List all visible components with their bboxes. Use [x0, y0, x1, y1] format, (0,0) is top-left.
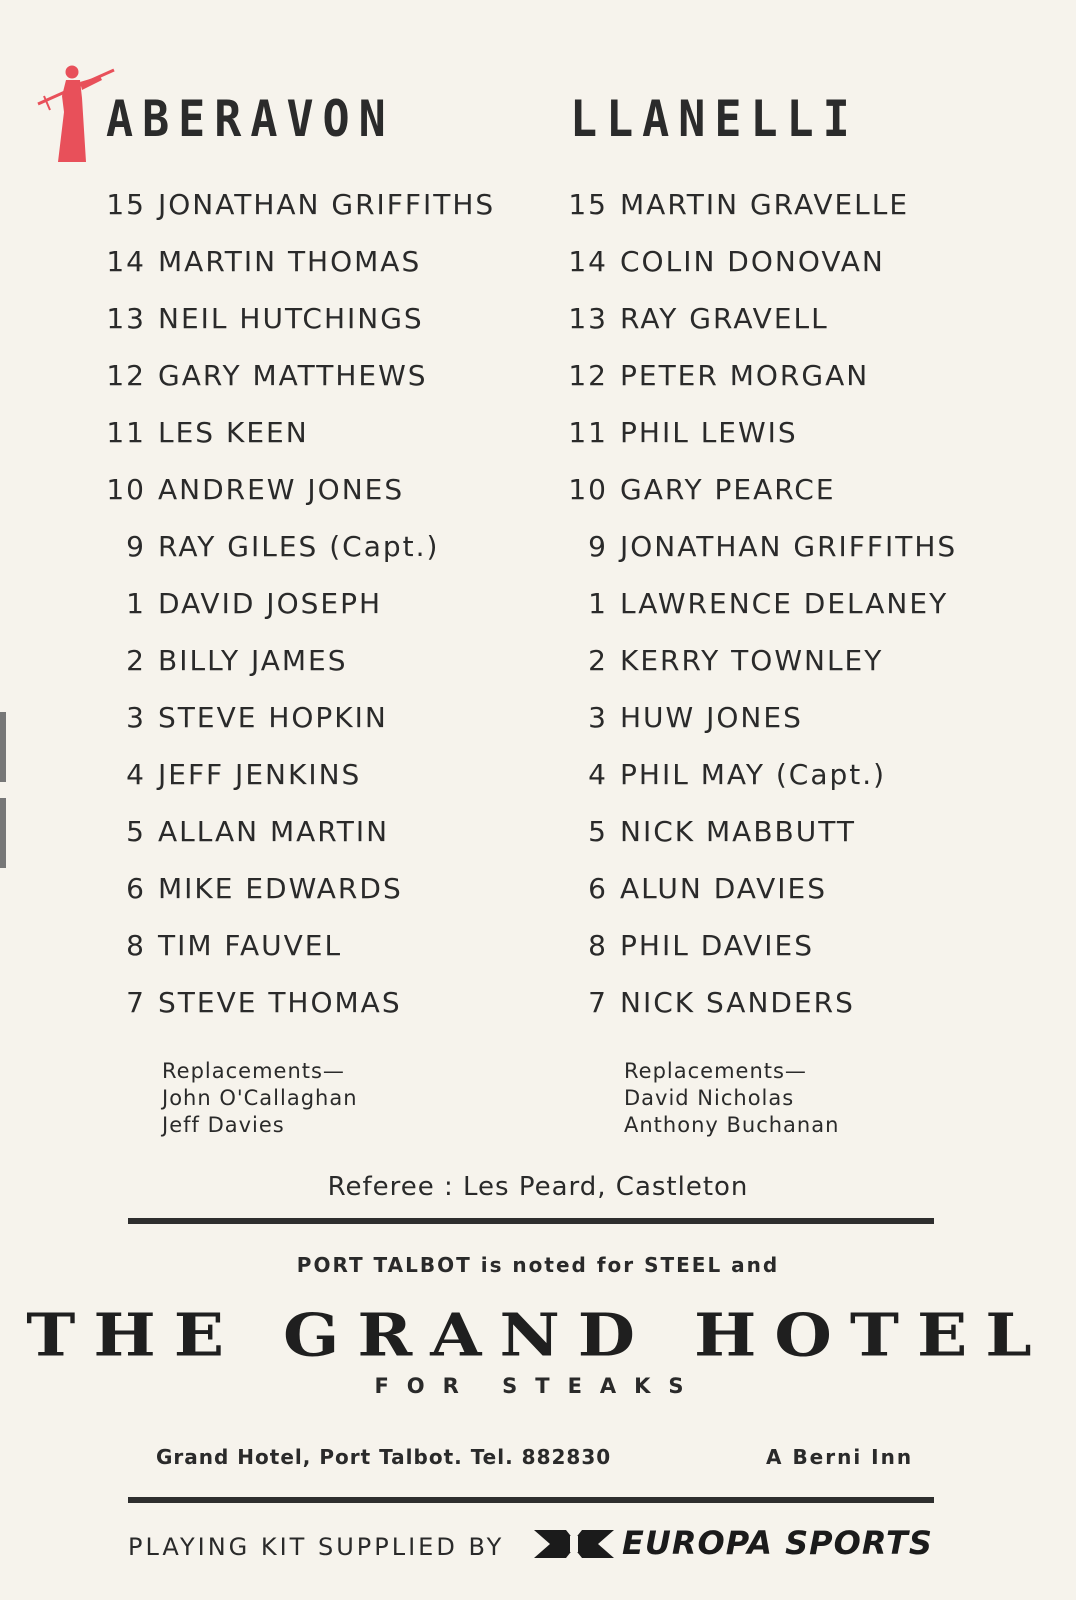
player-row — [566, 528, 957, 585]
player-row — [104, 870, 495, 927]
player-name: NEIL HUTCHINGS — [158, 302, 424, 335]
player-row — [104, 414, 495, 471]
player-number: 15 — [106, 188, 146, 221]
player-name: RAY GILES (Capt.) — [158, 530, 440, 563]
player-row — [104, 300, 495, 357]
player-number: 3 — [588, 701, 608, 734]
player-number: 7 — [126, 986, 146, 1019]
player-name: PHIL MAY (Capt.) — [620, 758, 887, 791]
europa-sports-logo-icon — [534, 1526, 614, 1562]
player-row — [104, 471, 495, 528]
player-name: HUW JONES — [620, 701, 803, 734]
advert-subline: FOR STEAKS — [374, 1374, 702, 1398]
player-name: LAWRENCE DELANEY — [620, 587, 949, 620]
player-name: TIM FAUVEL — [158, 929, 343, 962]
replacement-name: Anthony Buchanan — [624, 1113, 840, 1137]
player-number: 11 — [106, 416, 146, 449]
player-row — [104, 528, 495, 585]
player-row — [104, 984, 495, 1041]
away-team-title: LLANELLI — [570, 90, 859, 148]
referee-line: Referee : Les Peard, Castleton — [327, 1172, 749, 1202]
player-name: KERRY TOWNLEY — [620, 644, 884, 677]
player-number: 15 — [568, 188, 608, 221]
player-name: JONATHAN GRIFFITHS — [620, 530, 958, 563]
player-name: NICK MABBUTT — [620, 815, 856, 848]
player-name: DAVID JOSEPH — [158, 587, 383, 620]
player-number: 8 — [126, 929, 146, 962]
player-row — [566, 984, 957, 1041]
replacements-label: Replacements— — [624, 1059, 807, 1083]
staple-mark — [0, 712, 6, 782]
player-number: 4 — [126, 758, 146, 791]
staple-mark — [0, 798, 6, 868]
player-name: NICK SANDERS — [620, 986, 855, 1019]
player-row — [566, 471, 957, 528]
player-row — [104, 927, 495, 984]
hotel-name: THE GRAND HOTEL — [26, 1299, 1050, 1371]
player-name: GARY PEARCE — [620, 473, 836, 506]
player-number: 1 — [588, 587, 608, 620]
player-number: 10 — [568, 473, 608, 506]
player-number: 4 — [588, 758, 608, 791]
player-name: PETER MORGAN — [620, 359, 870, 392]
player-number: 9 — [588, 530, 608, 563]
player-number: 12 — [568, 359, 608, 392]
player-name: JONATHAN GRIFFITHS — [158, 188, 496, 221]
player-number: 10 — [106, 473, 146, 506]
player-name: MARTIN THOMAS — [158, 245, 422, 278]
player-number: 1 — [126, 587, 146, 620]
player-name: PHIL DAVIES — [620, 929, 815, 962]
player-row — [566, 699, 957, 756]
player-name: JEFF JENKINS — [158, 758, 362, 791]
player-row — [566, 870, 957, 927]
player-number: 13 — [106, 302, 146, 335]
advert-tagline: PORT TALBOT is noted for STEEL and — [296, 1253, 780, 1277]
player-row — [566, 756, 957, 813]
player-row — [566, 927, 957, 984]
player-row — [104, 585, 495, 642]
player-number: 2 — [126, 644, 146, 677]
player-name: COLIN DONOVAN — [620, 245, 885, 278]
player-row — [104, 243, 495, 300]
player-number: 6 — [588, 872, 608, 905]
player-row — [104, 186, 495, 243]
hotel-address: Grand Hotel, Port Talbot. Tel. 882830 — [156, 1445, 612, 1469]
player-number: 5 — [588, 815, 608, 848]
player-name: BILLY JAMES — [158, 644, 348, 677]
player-name: LES KEEN — [158, 416, 309, 449]
player-number: 14 — [568, 245, 608, 278]
player-name: ALUN DAVIES — [620, 872, 828, 905]
divider — [128, 1497, 934, 1503]
away-replacements — [624, 1058, 839, 1139]
player-row — [566, 243, 957, 300]
player-row — [566, 186, 957, 243]
player-name: STEVE HOPKIN — [158, 701, 388, 734]
berni-inn-label: A Berni Inn — [766, 1445, 914, 1469]
player-number: 11 — [568, 416, 608, 449]
player-row — [566, 357, 957, 414]
player-row — [104, 357, 495, 414]
player-row — [566, 300, 957, 357]
player-row — [104, 699, 495, 756]
replacement-name: David Nicholas — [624, 1086, 795, 1110]
home-team-title: ABERAVON — [106, 90, 395, 148]
player-number: 5 — [126, 815, 146, 848]
player-name: STEVE THOMAS — [158, 986, 402, 1019]
player-number: 14 — [106, 245, 146, 278]
player-row — [566, 414, 957, 471]
player-row — [104, 756, 495, 813]
player-number: 13 — [568, 302, 608, 335]
player-number: 6 — [126, 872, 146, 905]
home-replacements — [162, 1058, 358, 1139]
player-row — [566, 585, 957, 642]
kit-supplier-label: PLAYING KIT SUPPLIED BY — [128, 1533, 505, 1561]
player-name: MIKE EDWARDS — [158, 872, 403, 905]
player-name: GARY MATTHEWS — [158, 359, 428, 392]
home-roster — [104, 186, 495, 1041]
player-row — [566, 642, 957, 699]
divider — [128, 1218, 934, 1224]
player-row — [566, 813, 957, 870]
player-name: ANDREW JONES — [158, 473, 405, 506]
player-name: RAY GRAVELL — [620, 302, 829, 335]
kit-brand-name: EUROPA SPORTS — [622, 1524, 933, 1562]
player-number: 8 — [588, 929, 608, 962]
player-number: 9 — [126, 530, 146, 563]
player-row — [104, 813, 495, 870]
player-number: 7 — [588, 986, 608, 1019]
player-name: PHIL LEWIS — [620, 416, 798, 449]
aberavon-crest-icon — [36, 52, 116, 172]
player-number: 12 — [106, 359, 146, 392]
replacement-name: Jeff Davies — [162, 1113, 285, 1137]
player-name: ALLAN MARTIN — [158, 815, 390, 848]
replacement-name: John O'Callaghan — [162, 1086, 358, 1110]
player-number: 2 — [588, 644, 608, 677]
player-number: 3 — [126, 701, 146, 734]
player-row — [104, 642, 495, 699]
player-name: MARTIN GRAVELLE — [620, 188, 910, 221]
away-roster — [566, 186, 957, 1041]
replacements-label: Replacements— — [162, 1059, 345, 1083]
